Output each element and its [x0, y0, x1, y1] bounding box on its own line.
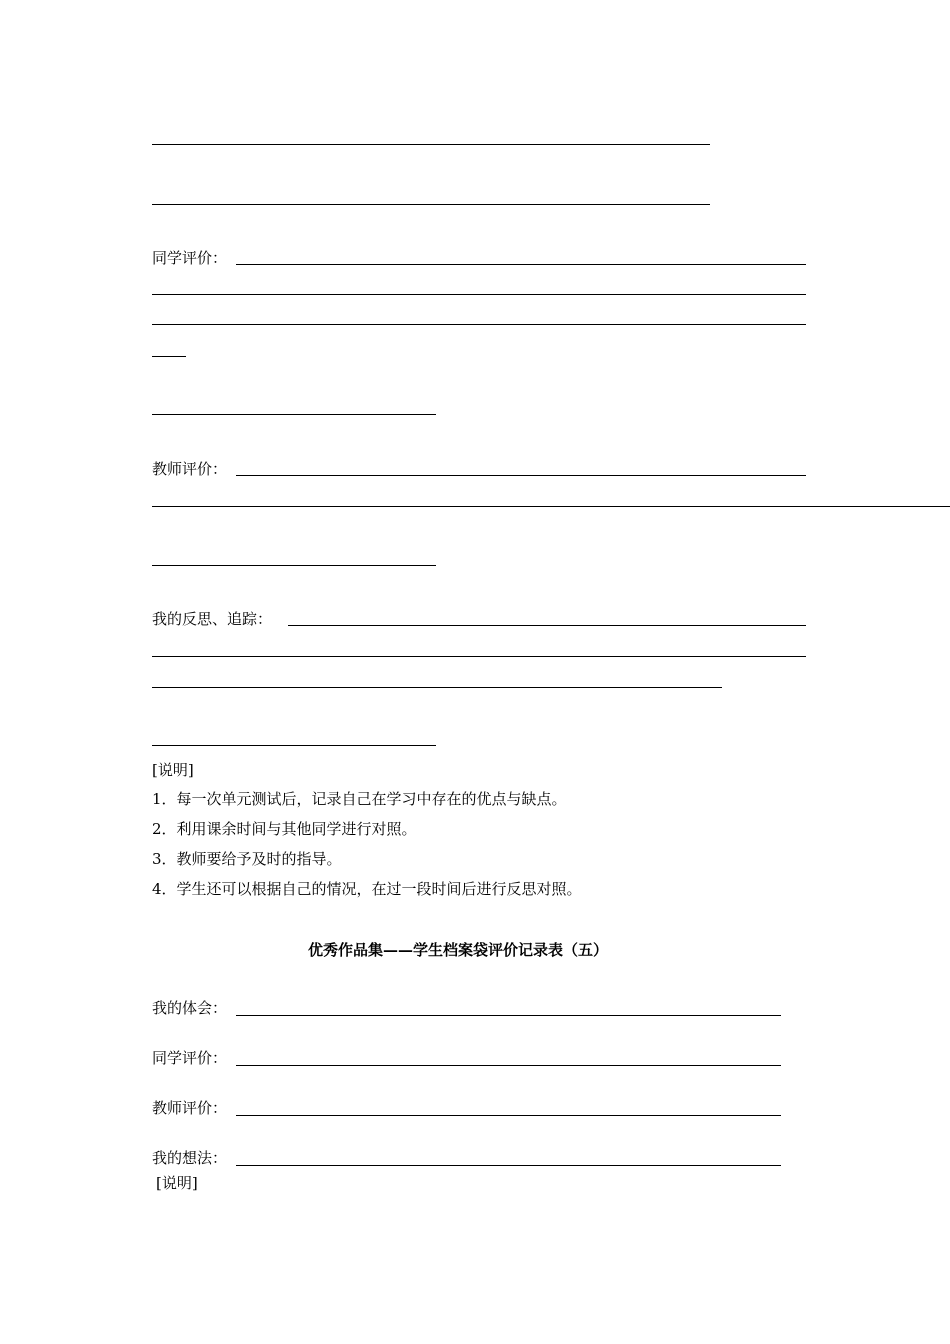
notes-item-2: 2．利用课余时间与其他同学进行对照。: [152, 820, 417, 838]
my-thoughts-line[interactable]: [236, 1165, 781, 1166]
peer-evaluation-line-2[interactable]: [152, 294, 806, 295]
teacher-evaluation-short-line[interactable]: [152, 565, 436, 566]
my-experience-line[interactable]: [236, 1015, 781, 1016]
peer-evaluation-line-3[interactable]: [152, 324, 806, 325]
notes-heading: [说明]: [152, 761, 194, 779]
form5-peer-evaluation-line[interactable]: [236, 1065, 781, 1066]
notes-item-4: 4．学生还可以根据自己的情况，在过一段时间后进行反思对照。: [152, 880, 582, 898]
reflection-line-1[interactable]: [288, 625, 806, 626]
peer-evaluation-line-1[interactable]: [236, 264, 806, 265]
reflection-label: 我的反思、追踪：: [152, 610, 273, 628]
form5-title: 优秀作品集——学生档案袋评价记录表（五）: [308, 941, 609, 959]
my-experience-label: 我的体会：: [152, 999, 228, 1017]
peer-evaluation-line-4[interactable]: [152, 356, 186, 357]
reflection-line-3[interactable]: [152, 687, 722, 688]
form5-teacher-evaluation-line[interactable]: [236, 1115, 781, 1116]
my-thoughts-label: 我的想法：: [152, 1149, 228, 1167]
teacher-evaluation-line-2[interactable]: [152, 506, 950, 507]
notes-item-3: 3．教师要给予及时的指导。: [152, 850, 342, 868]
peer-evaluation-short-line[interactable]: [152, 414, 436, 415]
teacher-evaluation-line-1[interactable]: [236, 475, 806, 476]
reflection-line-2[interactable]: [152, 656, 806, 657]
blank-line-2[interactable]: [152, 204, 710, 205]
form5-peer-evaluation-label: 同学评价：: [152, 1049, 228, 1067]
form5-teacher-evaluation-label: 教师评价：: [152, 1099, 228, 1117]
form5-notes-heading: [说明]: [156, 1174, 198, 1192]
blank-line-1[interactable]: [152, 144, 710, 145]
notes-item-1: 1．每一次单元测试后，记录自己在学习中存在的优点与缺点。: [152, 790, 567, 808]
teacher-evaluation-label: 教师评价：: [152, 460, 228, 478]
reflection-short-line[interactable]: [152, 745, 436, 746]
peer-evaluation-label: 同学评价：: [152, 249, 228, 267]
